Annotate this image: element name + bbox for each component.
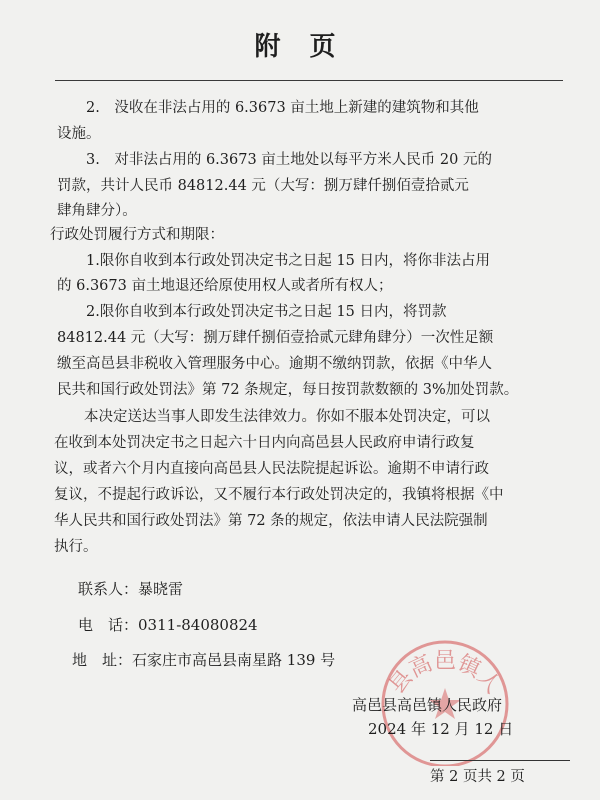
method-2-line-3: 缴至高邑县非税收入管理服务中心。逾期不缴纳罚款，依据《中华人 [57,356,492,372]
item-2-line-2: 设施。 [57,126,101,142]
title-divider [55,80,563,81]
contact-person-label: 联系人： [78,580,139,598]
contact-phone: 0311-84080824 [138,616,258,634]
contact-address-label: 地 址： [72,651,133,669]
svg-text:县高邑镇人: 县高邑镇人 [384,649,506,699]
page-number: 第 2 页共 2 页 [430,769,525,785]
method-1-line-1: 1.限你自收到本行政处罚决定书之日起 15 日内，将你非法占用 [86,253,491,269]
effect-line-5: 华人民共和国行政处罚法》第 72 条的规定，依法申请人民法院强制 [54,513,488,529]
effect-line-2: 在收到本处罚决定书之日起六十日内向高邑县人民政府申请行政复 [54,435,475,451]
footer-divider [430,760,570,761]
item-3-line-2: 罚款，共计人民币 84812.44 元（大写：捌万肆仟捌佰壹拾贰元 [57,178,469,194]
contact-phone-row [78,615,258,635]
effect-line-3: 议，或者六个月内直接向高邑县人民法院提起诉讼。逾期不申请行政 [54,461,489,477]
method-2-line-4: 民共和国行政处罚法》第 72 条规定，每日按罚款数额的 3%加处罚款。 [57,382,519,398]
page-title: 附 页 [254,32,346,62]
item-3-line-3: 肆角肆分）。 [57,203,137,219]
signature-date: 2024 年 12 月 12 日 [368,720,514,738]
item-2-line-1: 2. 没收在非法占用的 6.3673 亩土地上新建的建筑物和其他 [86,100,479,116]
method-heading: 行政处罚履行方式和期限： [50,227,224,243]
effect-line-1: 本决定送达当事人即发生法律效力。你如不服本处罚决定，可以 [84,409,490,425]
issuing-organization: 高邑县高邑镇人民政府 [352,696,503,714]
contact-address-row [72,650,335,670]
effect-line-4: 复议，不提起行政诉讼，又不履行本行政处罚决定的，我镇将根据《中 [54,487,504,503]
method-1-line-2: 的 6.3673 亩土地退还给原使用权人或者所有权人； [57,278,393,294]
contact-person: 暴晓雷 [138,580,184,598]
item-3-line-1: 3. 对非法占用的 6.3673 亩土地处以每平方米人民币 20 元的 [86,152,492,168]
method-2-line-1: 2.限你自收到本行政处罚决定书之日起 15 日内，将罚款 [86,304,447,320]
effect-line-6: 执行。 [54,539,98,555]
contact-phone-label: 电 话： [78,616,139,634]
contact-person-row [78,579,183,599]
method-2-line-2: 84812.44 元（大写：捌万肆仟捌佰壹拾贰元肆角肆分）一次性足额 [57,330,494,346]
contact-address: 石家庄市高邑县南星路 139 号 [132,651,336,669]
